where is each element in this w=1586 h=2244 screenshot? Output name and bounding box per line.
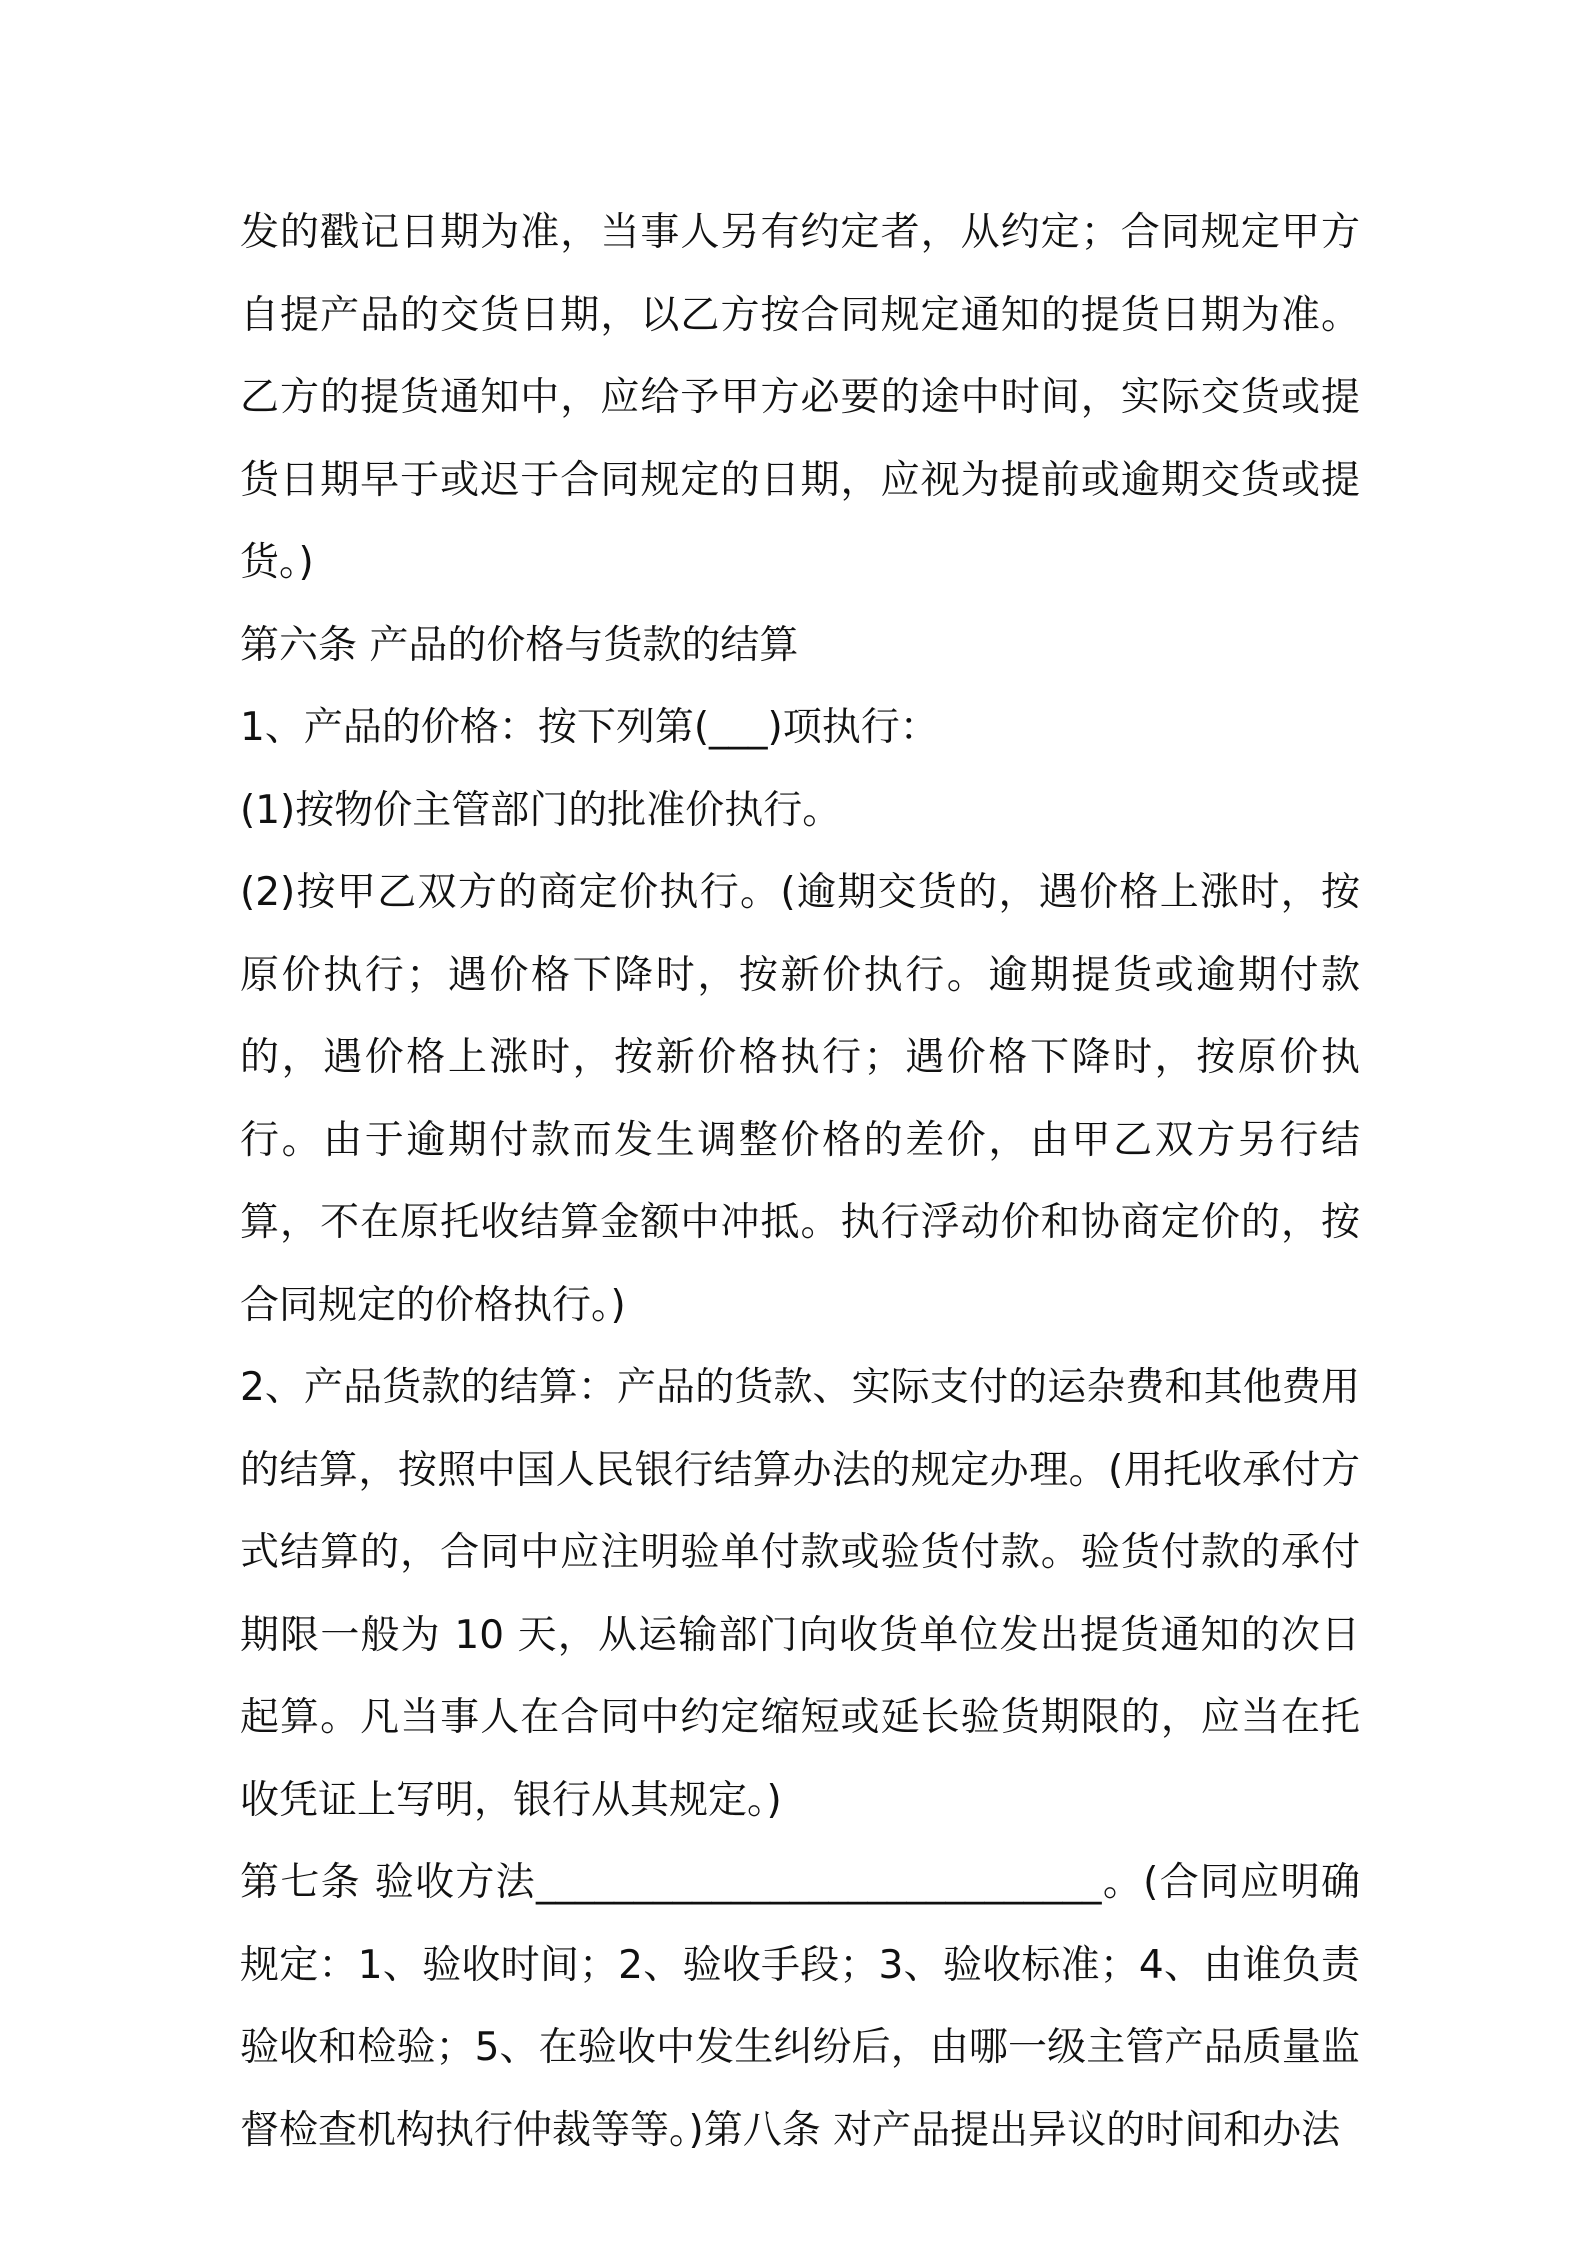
document-body — [240, 192, 1360, 2172]
price-clause: 1、产品的价格：按下列第(___)项执行： — [240, 705, 939, 750]
payment-settlement-clause: 2、产品货款的结算：产品的货款、实际支付的运杂费和其他费用的结算，按照中国人民银行结算办法的规定办理。(用托收承付方式结算的，合同中应注明验单付款或验货付款。验货付款的承付期限一般为 10 天，从运输部门向收货单位发出提货通知的次日起算。凡当事人在合同中约定缩短或延长验货期限的，应当在托收凭证上写明，银行从其规定。) — [240, 1365, 1360, 1823]
article-7-inspection: 第七条 验收方法_____________________________。(合同应明确规定：1、验收时间；2、验收手段；3、验收标准；4、由谁负责验收和检验；5、在验收中发生纠纷后，由哪一级主管产品质量监督检查机构执行仲裁等等。)第八条 对产品提出异议的时间和办法 — [240, 1860, 1360, 2153]
price-option-1: (1)按物价主管部门的批准价执行。 — [240, 787, 842, 833]
price-option-2: (2)按甲乙双方的商定价执行。(逾期交货的，遇价格上涨时，按原价执行；遇价格下降时，按新价执行。逾期提货或逾期付款的，遇价格上涨时，按新价格执行；遇价格下降时，按原价执行。由于逾期付款而发生调整价格的差价，由甲乙双方另行结算，不在原托收结算金额中冲抵。执行浮动价和协商定价的，按合同规定的价格执行。) — [240, 870, 1360, 1328]
paragraph-delivery-date: 发的戳记日期为准，当事人另有约定者，从约定；合同规定甲方自提产品的交货日期，以乙方按合同规定通知的提货日期为准。乙方的提货通知中，应给予甲方必要的途中时间，实际交货或提货日期早于或迟于合同规定的日期，应视为提前或逾期交货或提货。) — [240, 210, 1360, 585]
article-6-heading: 第六条 产品的价格与货款的结算 — [240, 622, 799, 668]
